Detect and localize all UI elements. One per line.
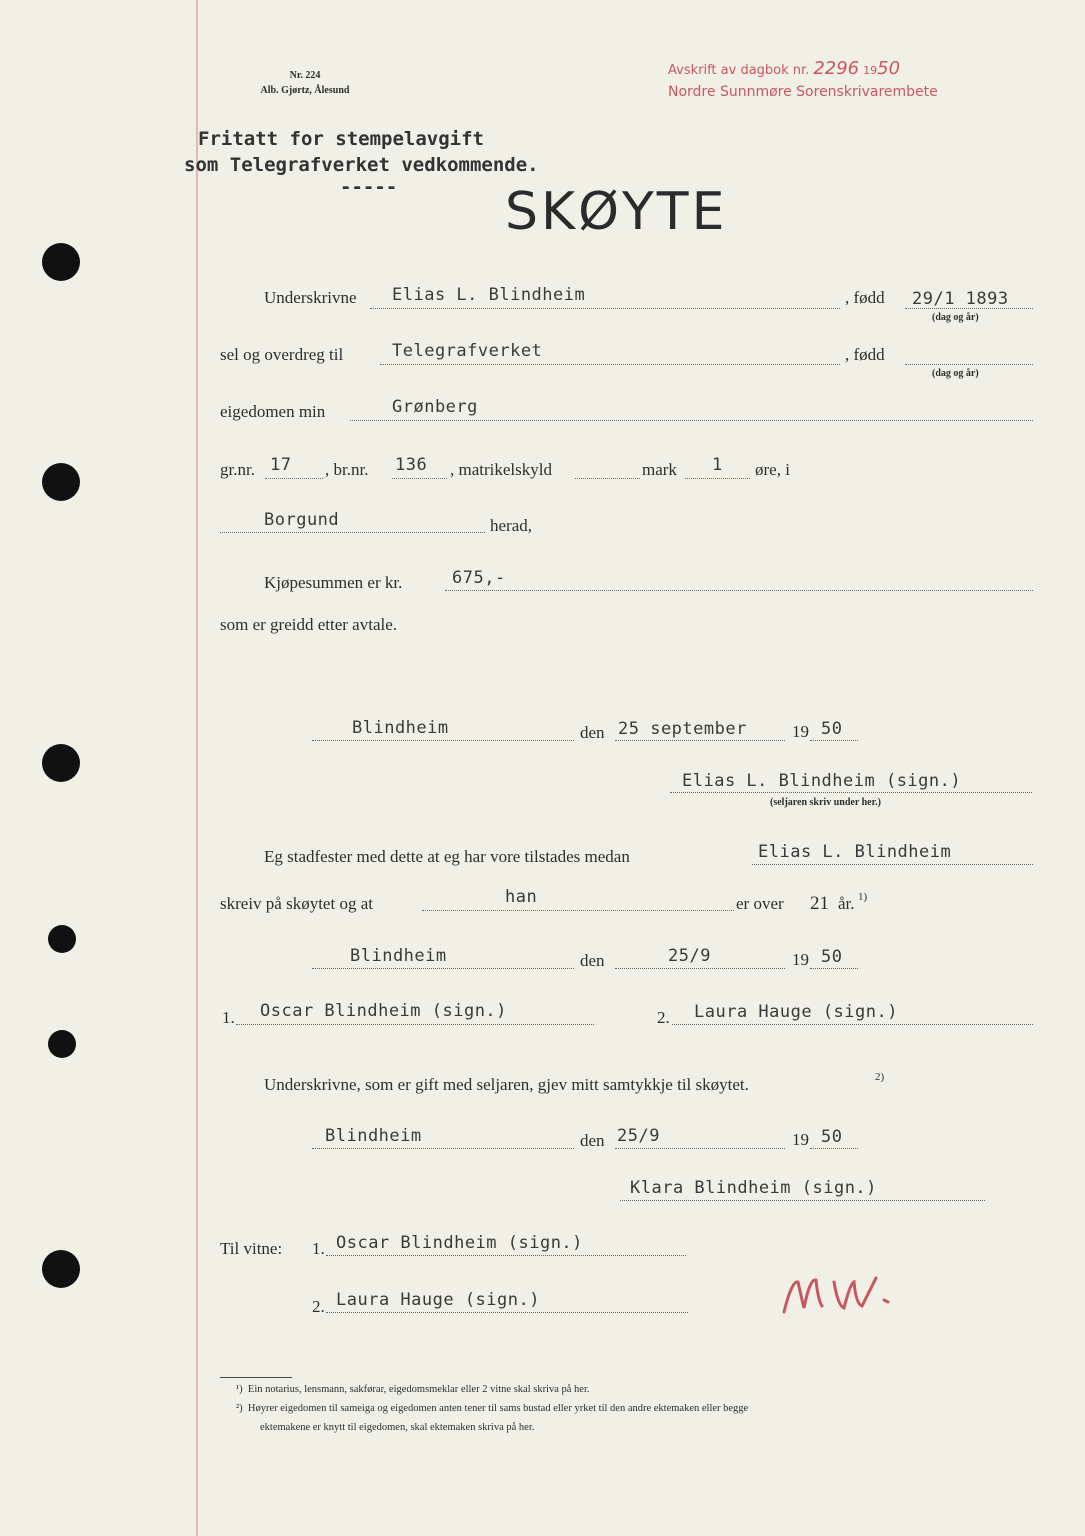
footnote-2-cont bbox=[236, 1418, 748, 1437]
buyer-born-hint: (dag og år) bbox=[932, 368, 979, 379]
spouse-consent-text: Underskrivne, som er gift med seljaren, gjev mitt samtykkje til skøytet. bbox=[264, 1075, 749, 1094]
date3-year-prefix: 19 bbox=[792, 1130, 809, 1149]
dotted-line bbox=[312, 968, 574, 969]
footnote-2-text: Høyrer eigedomen til sameiga og eigedomen anten tener til sams bustad eller yrket til den andre ektemaken eller begge bbox=[247, 1403, 749, 1414]
dotted-line bbox=[265, 478, 323, 479]
punch-hole bbox=[42, 243, 80, 281]
seller-label: Underskrivne bbox=[264, 288, 357, 307]
signature-line bbox=[326, 1312, 688, 1313]
cert-witness-2-num: 2. bbox=[657, 1008, 670, 1027]
punch-hole bbox=[48, 925, 76, 953]
witness-cert-text: Eg stadfester med dette at eg har vore tilstades medan bbox=[264, 847, 630, 866]
date2-place: Blindheim bbox=[350, 946, 447, 966]
dotted-line bbox=[422, 910, 734, 911]
footnotes bbox=[236, 1380, 748, 1437]
handwritten-initials bbox=[780, 1270, 910, 1320]
dotted-line bbox=[810, 968, 858, 969]
footnote-1-text: Ein notarius, lensmann, sakførar, eigedomsmeklar eller 2 vitne skal skriva på her. bbox=[247, 1384, 590, 1395]
seller-signature: Elias L. Blindheim (sign.) bbox=[682, 771, 962, 791]
dotted-line bbox=[685, 478, 750, 479]
margin-line bbox=[196, 0, 198, 1536]
register-stamp bbox=[668, 58, 900, 79]
municipality-name: Borgund bbox=[264, 510, 340, 530]
matrikkel-label: , matrikelskyld bbox=[450, 460, 552, 479]
gnr-value: 17 bbox=[270, 455, 292, 475]
register-prefix: Avskrift av dagbok nr. bbox=[668, 63, 810, 78]
bnr-label: , br.nr. bbox=[325, 460, 369, 479]
punch-hole bbox=[42, 463, 80, 501]
signature-line bbox=[326, 1255, 686, 1256]
dotted-line bbox=[810, 740, 858, 741]
price-amount: 675,- bbox=[452, 568, 506, 588]
buyer-name: Telegrafverket bbox=[392, 341, 543, 361]
dotted-line bbox=[350, 420, 1033, 421]
witness-cert-pronoun: han bbox=[505, 887, 538, 907]
seller-name: Elias L. Blindheim bbox=[392, 285, 586, 305]
punch-hole bbox=[48, 1030, 76, 1058]
document-title: SKØYTE bbox=[505, 182, 728, 242]
footnote-1 bbox=[236, 1380, 748, 1399]
date2-date: 25/9 bbox=[668, 946, 711, 966]
seller-birthdate: 29/1 1893 bbox=[912, 289, 1009, 309]
date2-year-prefix: 19 bbox=[792, 950, 809, 969]
date3-den: den bbox=[580, 1131, 605, 1150]
exemption-stamp-line2: som Telegrafverket vedkommende. bbox=[184, 154, 539, 176]
dotted-line bbox=[810, 1148, 858, 1149]
signature-line bbox=[670, 792, 1032, 793]
age-label: er over bbox=[736, 894, 784, 913]
dotted-line bbox=[575, 478, 640, 479]
dotted-line bbox=[312, 740, 574, 741]
signature-line bbox=[236, 1024, 594, 1025]
date1-year-prefix: 19 bbox=[792, 722, 809, 741]
dotted-line bbox=[380, 364, 840, 365]
witness-cert-line2: skreiv på skøytet og at bbox=[220, 894, 373, 913]
seller-signature-hint: (seljaren skriv under her.) bbox=[770, 797, 881, 808]
form-number: Nr. 224 bbox=[289, 70, 321, 81]
date3-place: Blindheim bbox=[325, 1126, 422, 1146]
footnote-2 bbox=[236, 1399, 748, 1418]
witness-cert-name: Elias L. Blindheim bbox=[758, 842, 952, 862]
date2-year: 50 bbox=[821, 947, 843, 967]
dotted-line bbox=[370, 308, 840, 309]
signature-line bbox=[672, 1024, 1033, 1025]
til-vitne-1: Oscar Blindheim (sign.) bbox=[336, 1233, 583, 1253]
punch-hole bbox=[42, 744, 80, 782]
date1-date: 25 september bbox=[618, 719, 747, 739]
property-label: eigedomen min bbox=[220, 402, 326, 421]
footnote-2-mark: ²) bbox=[236, 1403, 243, 1414]
dotted-line bbox=[752, 864, 1033, 865]
date1-year: 50 bbox=[821, 719, 843, 739]
date2-den: den bbox=[580, 951, 605, 970]
date3-date: 25/9 bbox=[617, 1126, 660, 1146]
paid-note: som er greidd etter avtale. bbox=[220, 615, 398, 634]
gnr-label: gr.nr. bbox=[220, 460, 255, 479]
buyer-born-label: , fødd bbox=[845, 345, 885, 364]
register-year-prefix: 19 bbox=[863, 64, 878, 77]
dotted-line bbox=[615, 968, 785, 969]
footnote-separator bbox=[220, 1377, 292, 1378]
til-vitne-label: Til vitne: bbox=[220, 1239, 283, 1258]
dotted-line bbox=[615, 740, 785, 741]
signature-line bbox=[620, 1200, 985, 1201]
footnote-ref-1: 1) bbox=[858, 891, 868, 903]
dagbok-number: 2296 bbox=[813, 58, 860, 79]
price-label: Kjøpesummen er kr. bbox=[264, 573, 403, 592]
mark-value: 1 bbox=[712, 455, 723, 475]
til-vitne-2: Laura Hauge (sign.) bbox=[336, 1290, 540, 1310]
ore-label: øre, i bbox=[755, 460, 790, 479]
dotted-line bbox=[220, 532, 485, 533]
date1-place: Blindheim bbox=[352, 718, 449, 738]
age-value: 21 bbox=[810, 893, 829, 914]
dotted-line bbox=[392, 478, 447, 479]
bnr-value: 136 bbox=[395, 455, 428, 475]
dotted-line bbox=[905, 364, 1033, 365]
date3-year: 50 bbox=[821, 1127, 843, 1147]
til-vitne-2-num: 2. bbox=[312, 1297, 325, 1316]
footnote-2-cont-text: ektemakene er knytt til eigedomen, skal ektemaken skriva på her. bbox=[260, 1422, 535, 1433]
register-year-suffix: 50 bbox=[877, 58, 901, 79]
spouse-signature: Klara Blindheim (sign.) bbox=[630, 1178, 877, 1198]
register-office: Nordre Sunnmøre Sorenskrivarembete bbox=[668, 84, 938, 100]
age-suffix: år. bbox=[838, 894, 855, 913]
punch-hole bbox=[42, 1250, 80, 1288]
dotted-line bbox=[312, 1148, 574, 1149]
cert-witness-1-num: 1. bbox=[222, 1008, 235, 1027]
footnote-1-mark: ¹) bbox=[236, 1384, 243, 1395]
exemption-stamp-line3: ----- bbox=[340, 176, 398, 198]
property-name: Grønberg bbox=[392, 397, 478, 417]
footnote-ref-2: 2) bbox=[875, 1071, 885, 1083]
dotted-line bbox=[615, 1148, 785, 1149]
printer-mark bbox=[240, 68, 370, 98]
cert-witness-1: Oscar Blindheim (sign.) bbox=[260, 1001, 507, 1021]
date1-den: den bbox=[580, 723, 605, 742]
buyer-label: sel og overdreg til bbox=[220, 345, 344, 364]
exemption-stamp-line1: Fritatt for stempelavgift bbox=[198, 128, 484, 150]
cert-witness-2: Laura Hauge (sign.) bbox=[694, 1002, 898, 1022]
dotted-line bbox=[445, 590, 1033, 591]
seller-born-hint: (dag og år) bbox=[932, 312, 979, 323]
printer-name: Alb. Gjørtz, Ålesund bbox=[260, 85, 350, 96]
seller-born-label: , fødd bbox=[845, 288, 885, 307]
mark-label: mark bbox=[642, 460, 677, 479]
til-vitne-1-num: 1. bbox=[312, 1239, 325, 1258]
municipality-label: herad, bbox=[490, 516, 533, 535]
